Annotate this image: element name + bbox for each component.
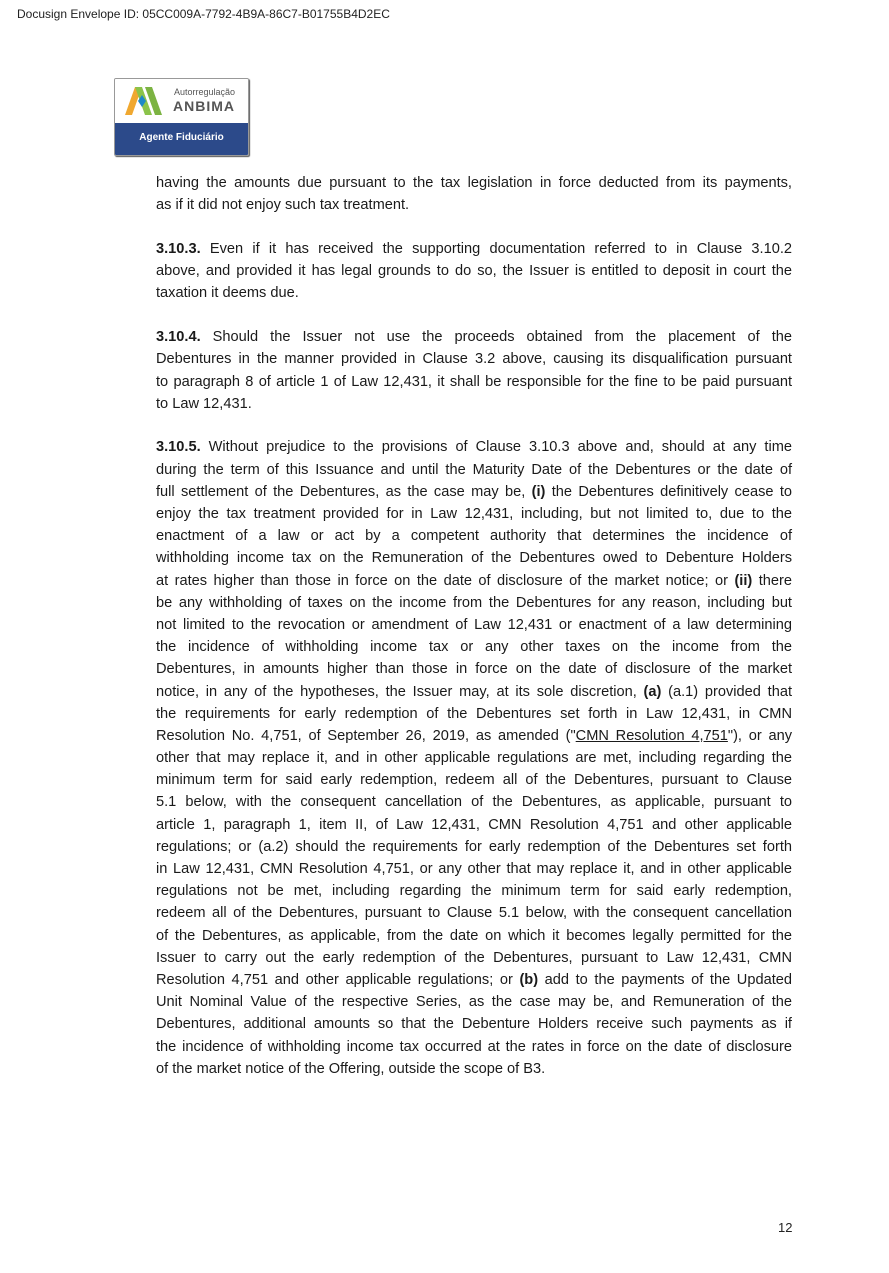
bold-text: 3.10.3. <box>156 240 201 257</box>
text-line <box>156 681 792 703</box>
anbima-logo <box>114 78 249 156</box>
text: to paragraph 8 of article 1 of Law 12,431, it shall be responsible for the fine to be paid pursuant <box>156 373 792 390</box>
envelope-id: Docusign Envelope ID: 05CC009A-7792-4B9A-86C7-B01755B4D2EC <box>17 7 390 21</box>
text: be any withholding of taxes on the income from the Debentures for any reason, including but <box>156 594 792 611</box>
text: having the amounts due pursuant to the tax legislation in force deducted from its payments, <box>156 175 792 191</box>
text-line <box>156 459 792 481</box>
text: add to the payments of the Updated <box>538 971 792 988</box>
text: Debentures, in amounts higher than those in force on the date of disclosure of the market <box>156 661 792 678</box>
text: to Law 12,431. <box>156 395 252 412</box>
text-line <box>156 1013 792 1035</box>
text-line <box>156 348 792 370</box>
text: enjoy the tax treatment provided for in Law 12,431, including, but not limited to, due to the <box>156 506 792 523</box>
text-line <box>156 747 792 769</box>
text-line <box>156 991 792 1013</box>
page-number: 12 <box>778 1220 793 1235</box>
bold-text: (ii) <box>734 572 753 589</box>
text-line <box>156 1058 792 1080</box>
text: full settlement of the Debentures, as the case may be, <box>156 483 532 500</box>
paragraph <box>156 326 792 415</box>
text-line <box>156 1036 792 1058</box>
text-line <box>156 481 792 503</box>
text-line <box>156 636 792 658</box>
text: Debentures, additional amounts so that the Debenture Holders receive such payments as if <box>156 1016 792 1033</box>
text-line <box>156 814 792 836</box>
paragraph <box>156 238 792 305</box>
text-line <box>156 525 792 547</box>
text: minimum term for said early redemption, redeem all of the Debentures, pursuant to Clause <box>156 772 792 789</box>
text: above, and provided it has legal grounds to do so, the Issuer is entitled to deposit in court the <box>156 263 792 280</box>
document-body <box>156 172 792 1102</box>
text-line <box>156 614 792 636</box>
text: not limited to the revocation or amendment of Law 12,431 or enactment of a law determining <box>156 616 792 633</box>
text: "), or any <box>727 727 792 744</box>
text-line <box>156 725 792 747</box>
text: enactment of a law or act by a competent authority that determines the incidence of <box>156 528 792 545</box>
text: Issuer to carry out the early redemption of the Debentures, pursuant to Law 12,431, CMN <box>156 949 792 966</box>
text-line <box>156 436 792 458</box>
text-line <box>156 172 792 194</box>
text-line <box>156 326 792 348</box>
text: the incidence of withholding income tax occurred at the rates in force on the date of disclosure <box>156 1038 792 1055</box>
logo-line2: ANBIMA <box>173 98 235 114</box>
text-line <box>156 570 792 592</box>
text-line <box>156 791 792 813</box>
text: other that may replace it, and in other applicable regulations are met, including regarding the <box>156 750 792 767</box>
text: of the Debentures, as applicable, from the date on which it becomes legally permitted for the <box>156 927 792 944</box>
bold-text: (b) <box>519 971 539 988</box>
text-line <box>156 592 792 614</box>
text: Even if it has received the supporting documentation referred to in Clause 3.10.2 <box>200 240 792 257</box>
text: Resolution 4,751 and other applicable regulations; or <box>156 971 520 988</box>
text-line <box>156 371 792 393</box>
text: redeem all of the Debentures, pursuant to Clause 5.1 below, with the consequent cancellation <box>156 905 792 922</box>
anbima-mark-icon <box>125 87 165 115</box>
text-line <box>156 547 792 569</box>
text: in Law 12,431, CMN Resolution 4,751, or any other that may replace it, and in other applicable <box>156 861 792 878</box>
text: Debentures in the manner provided in Clause 3.2 above, causing its disqualification pursuant <box>156 351 792 368</box>
text-line <box>156 969 792 991</box>
text-line <box>156 393 792 415</box>
text: Without prejudice to the provisions of Clause 3.10.3 above and, should at any time <box>200 439 792 456</box>
defined-term: CMN Resolution 4,751 <box>575 727 728 744</box>
text-line <box>156 238 792 260</box>
text: notice, in any of the hypotheses, the Issuer may, at its sole discretion, <box>156 683 644 700</box>
text: as if it did not enjoy such tax treatment. <box>156 197 410 214</box>
text-line <box>156 925 792 947</box>
text-line <box>156 858 792 880</box>
text-line <box>156 260 792 282</box>
text-line <box>156 658 792 680</box>
text: article 1, paragraph 1, item II, of Law 12,431, CMN Resolution 4,751 and other applicable <box>156 816 792 833</box>
text-line <box>156 880 792 902</box>
text: the incidence of withholding income tax or any other taxes on the income from the <box>156 639 792 656</box>
text-line <box>156 769 792 791</box>
bold-text: 3.10.5. <box>156 439 201 456</box>
text: the Debentures definitively cease to <box>545 483 792 500</box>
text: regulations not be met, including regarding the minimum term for said early redemption, <box>156 883 792 900</box>
text: regulations; or (a.2) should the requirements for early redemption of the Debentures set forth <box>156 838 792 855</box>
text-line <box>156 836 792 858</box>
bold-text: 3.10.4. <box>156 329 201 346</box>
text: (a.1) provided that <box>661 683 792 700</box>
text: the requirements for early redemption of the Debentures set forth in Law 12,431, in CMN <box>156 705 792 722</box>
text-line <box>156 703 792 725</box>
text: Resolution No. 4,751, of September 26, 2019, as amended (" <box>156 727 576 744</box>
text-line <box>156 947 792 969</box>
text-line <box>156 194 792 216</box>
text-line <box>156 902 792 924</box>
text: withholding income tax on the Remuneration of the Debentures owed to Debenture Holders <box>156 550 792 567</box>
text-line <box>156 282 792 304</box>
text: 5.1 below, with the consequent cancellation of the Debentures, as applicable, pursuant to <box>156 794 792 811</box>
text: there <box>752 572 792 589</box>
text: Unit Nominal Value of the respective Series, as the case may be, and Remuneration of the <box>156 994 792 1011</box>
text: during the term of this Issuance and until the Maturity Date of the Debentures or the date of <box>156 461 792 478</box>
logo-line1: Autorregulação <box>174 87 236 97</box>
text: taxation it deems due. <box>156 285 299 302</box>
paragraph <box>156 436 792 1079</box>
text: at rates higher than those in force on the date of disclosure of the market notice; or <box>156 572 735 589</box>
text: of the market notice of the Offering, outside the scope of B3. <box>156 1060 546 1077</box>
logo-line3: Agente Fiduciário <box>115 123 248 155</box>
text-line <box>156 503 792 525</box>
paragraph <box>156 172 792 216</box>
bold-text: (a) <box>643 683 662 700</box>
text: Should the Issuer not use the proceeds obtained from the placement of the <box>200 329 792 346</box>
bold-text: (i) <box>531 483 546 500</box>
